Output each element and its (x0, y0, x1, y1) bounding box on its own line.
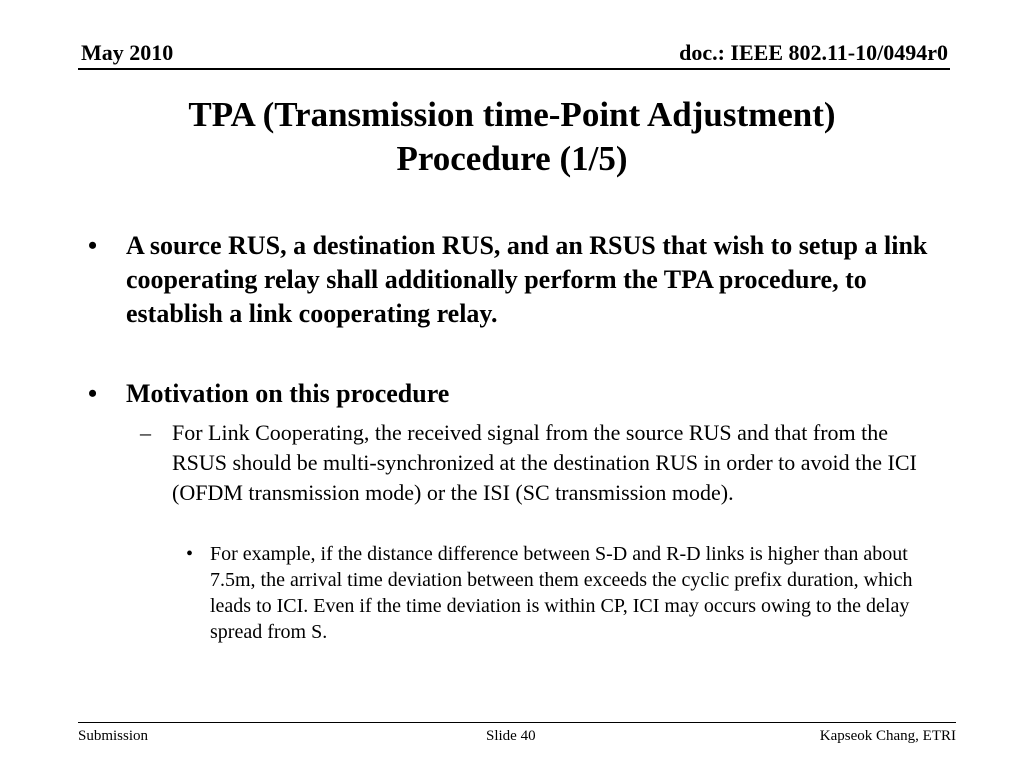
header-date: May 2010 (81, 40, 174, 65)
footer-slide-number: Slide 40 (486, 728, 536, 744)
header-divider (78, 68, 950, 70)
bullet-marker: • (88, 379, 98, 408)
sub-bullet-2-1 (140, 418, 920, 508)
footer-divider (78, 722, 956, 723)
header-doc-id: doc.: IEEE 802.11-10/0494r0 (679, 40, 948, 65)
bullet-marker: • (186, 543, 194, 565)
sub-bullet-2-1-text: For Link Cooperating, the received signal from the source RUS and that from the RSUS should be multi-synchronized at the destination RUS in order to avoid the ICI (OFDM transmission mode) or the ISI (SC transmission mode). (172, 420, 917, 505)
slide-title-line-2: Procedure (1/5) (396, 139, 628, 178)
footer-submission: Submission (78, 728, 149, 744)
bullet-2 (88, 377, 948, 411)
slide-title-line-1: TPA (Transmission time-Point Adjustment) (188, 95, 836, 134)
bullet-2-text: Motivation on this procedure (126, 379, 450, 408)
bullet-1-text: A source RUS, a destination RUS, and an RSUS that wish to setup a link cooperating relay shall additionally perform the TPA procedure, to establish a link cooperating relay. (126, 231, 928, 328)
footer-author: Kapseok Chang, ETRI (819, 728, 956, 744)
bullet-marker: • (88, 231, 98, 260)
sub-sub-bullet-2-1-1 (186, 541, 946, 645)
slide-title (60, 93, 964, 181)
bullet-1 (88, 229, 948, 331)
sub-sub-bullet-2-1-1-text: For example, if the distance difference between S-D and R-D links is higher than about 7.5m, the arrival time deviation between them exceeds the cyclic prefix duration, which leads to ICI. Even if the time deviation is within CP, ICI may occurs owing to the delay spread from S. (210, 543, 913, 643)
dash-marker: – (140, 420, 151, 445)
